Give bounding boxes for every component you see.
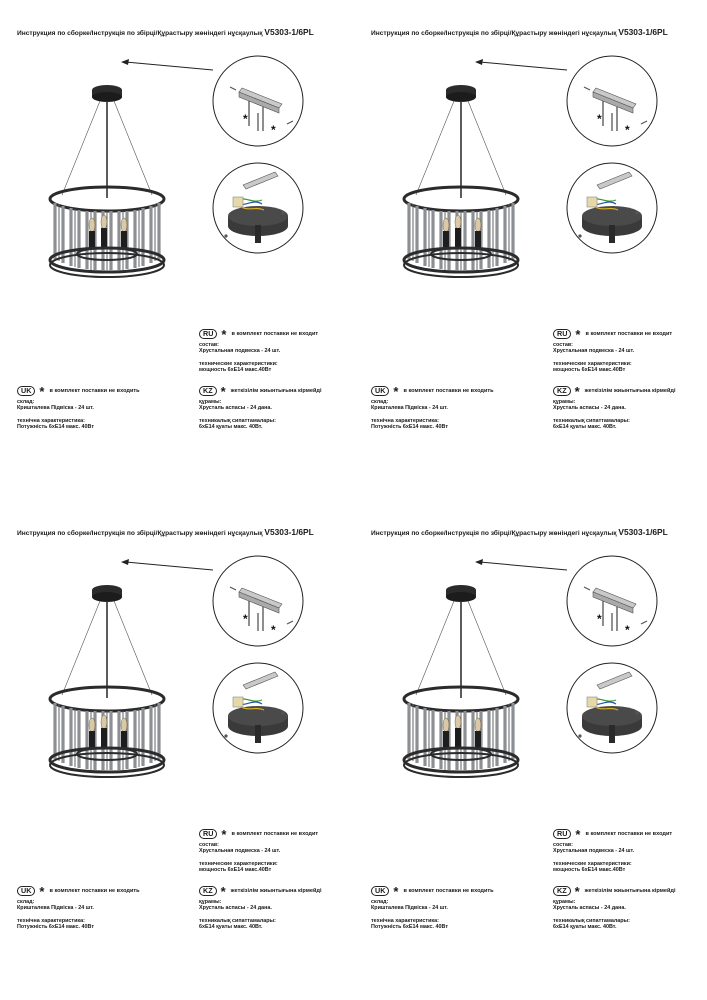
kz-specs-value: 6хЕ14 қуаты макс. 40Вт. [199,423,263,430]
kz-section [199,883,322,930]
kz-section [553,883,676,930]
instruction-panel-bottom-left [0,500,353,1000]
ru-specs-label: технические характеристики: [199,360,278,367]
kz-section [553,383,676,430]
asterisk-icon: * [575,326,581,342]
chandelier-illustration [354,500,707,800]
uk-composition-label: склад: [371,399,389,405]
uk-specs-label: технічна характеристика: [17,417,85,424]
uk-note: в комплект поставки не входить [49,887,140,894]
ru-section [199,826,319,873]
ru-specs-value: мощность 6хЕ14 макс.40Вт [553,866,626,873]
chandelier-illustration [0,0,353,300]
uk-section [371,383,494,430]
asterisk-icon: * [393,383,399,399]
uk-specs-value: Потужність 6хЕ14 макс. 40Вт [371,923,448,930]
kz-composition-label: құрамы: [199,399,222,405]
uk-specs-value: Потужність 6хЕ14 макс. 40Вт [371,423,448,430]
uk-composition-label: склад: [17,899,35,905]
ru-composition-label: состав: [199,342,219,348]
ru-composition-label: состав: [553,342,573,348]
ru-note: в комплект поставки не входит [231,330,319,337]
title-text: Инструкция по сборке/Інструкція по збірці/Құрастыру жөніндегі нұсқаулық [371,530,617,537]
uk-specs-value: Потужність 6хЕ14 макс. 40Вт [17,423,94,430]
asterisk-icon: * [574,883,580,899]
svg-text:*: * [597,112,602,126]
title-text: Инструкция по сборке/Інструкція по збірці/Құрастыру жөніндегі нұсқаулық [17,530,263,537]
uk-badge: UK [371,386,389,396]
uk-badge: UK [17,386,35,396]
asterisk-icon: * [220,383,226,399]
asterisk-icon: * [221,326,227,342]
kz-note: жеткізілім жиынтығына кірмейді [230,387,322,394]
svg-text:*: * [597,612,602,626]
asterisk-icon: * [393,883,399,899]
ru-badge: RU [553,329,571,339]
kz-composition-value: Хрусталь аспасы - 24 дана. [553,405,626,412]
kz-specs-label: техникалық сипаттамалары: [199,917,276,924]
svg-text:*: * [271,123,276,137]
ru-badge: RU [199,329,217,339]
chandelier-illustration [354,0,707,300]
instruction-panel-top-left [0,0,353,500]
kz-note: жеткізілім жиынтығына кірмейді [584,887,676,894]
title-text: Инструкция по сборке/Інструкція по збірці/Құрастыру жөніндегі нұсқаулық [17,30,263,37]
asterisk-icon: * [221,826,227,842]
uk-section [371,883,494,930]
kz-composition-value: Хрусталь аспасы - 24 дана. [553,905,626,912]
ru-composition-value: Хрустальная подвеска - 24 шт. [553,848,635,855]
kz-specs-label: техникалық сипаттамалары: [553,917,630,924]
uk-specs-label: технічна характеристика: [371,417,439,424]
ru-section [553,326,673,373]
model-number: V5303-1/6PL [264,527,314,537]
uk-specs-value: Потужність 6хЕ14 макс. 40Вт [17,923,94,930]
svg-text:*: * [243,612,248,626]
kz-composition-value: Хрусталь аспасы - 24 дана. [199,405,272,412]
uk-composition-value: Кришталева Підвіска - 24 шт. [371,905,448,912]
asterisk-icon: * [575,826,581,842]
ru-specs-value: мощность 6хЕ14 макс.40Вт [199,366,272,373]
uk-specs-label: технічна характеристика: [371,917,439,924]
ru-section [199,326,319,373]
instruction-panel-top-right [354,0,707,500]
kz-badge: KZ [553,886,571,896]
ru-note: в комплект поставки не входит [231,830,319,837]
model-number: V5303-1/6PL [618,27,668,37]
ru-composition-value: Хрустальная подвеска - 24 шт. [553,348,635,355]
asterisk-icon: * [574,383,580,399]
title-text: Инструкция по сборке/Інструкція по збірці/Құрастыру жөніндегі нұсқаулық [371,30,617,37]
kz-specs-label: техникалық сипаттамалары: [553,417,630,424]
kz-specs-label: техникалық сипаттамалары: [199,417,276,424]
uk-composition-label: склад: [17,399,35,405]
kz-section [199,383,322,430]
asterisk-icon: * [220,883,226,899]
ru-section [553,826,673,873]
asterisk-icon: * [39,383,45,399]
kz-composition-label: құрамы: [199,899,222,905]
ru-specs-label: технические характеристики: [199,860,278,867]
svg-text:*: * [625,623,630,637]
uk-composition-label: склад: [371,899,389,905]
uk-badge: UK [371,886,389,896]
kz-composition-label: құрамы: [553,399,576,405]
ru-note: в комплект поставки не входит [585,330,673,337]
ru-composition-label: состав: [199,842,219,848]
model-number: V5303-1/6PL [264,27,314,37]
uk-note: в комплект поставки не входить [403,887,494,894]
ru-composition-value: Хрустальная подвеска - 24 шт. [199,848,281,855]
kz-note: жеткізілім жиынтығына кірмейді [230,887,322,894]
kz-badge: KZ [199,886,217,896]
kz-specs-value: 6хЕ14 қуаты макс. 40Вт. [553,923,617,930]
kz-note: жеткізілім жиынтығына кірмейді [584,387,676,394]
uk-composition-value: Кришталева Підвіска - 24 шт. [17,405,94,412]
uk-note: в комплект поставки не входить [49,387,140,394]
kz-specs-value: 6хЕ14 қуаты макс. 40Вт. [199,923,263,930]
uk-badge: UK [17,886,35,896]
ru-specs-label: технические характеристики: [553,860,632,867]
ru-badge: RU [199,829,217,839]
ru-specs-value: мощность 6хЕ14 макс.40Вт [199,866,272,873]
kz-badge: KZ [199,386,217,396]
ru-composition-value: Хрустальная подвеска - 24 шт. [199,348,281,355]
ru-specs-label: технические характеристики: [553,360,632,367]
kz-badge: KZ [553,386,571,396]
svg-text:*: * [243,112,248,126]
uk-composition-value: Кришталева Підвіска - 24 шт. [371,405,448,412]
svg-text:*: * [271,623,276,637]
uk-composition-value: Кришталева Підвіска - 24 шт. [17,905,94,912]
ru-composition-label: состав: [553,842,573,848]
model-number: V5303-1/6PL [618,527,668,537]
kz-composition-label: құрамы: [553,899,576,905]
asterisk-icon: * [39,883,45,899]
kz-composition-value: Хрусталь аспасы - 24 дана. [199,905,272,912]
uk-specs-label: технічна характеристика: [17,917,85,924]
chandelier-illustration [0,500,353,800]
ru-note: в комплект поставки не входит [585,830,673,837]
uk-section [17,883,140,930]
uk-section [17,383,140,430]
svg-text:*: * [625,123,630,137]
kz-specs-value: 6хЕ14 қуаты макс. 40Вт. [553,423,617,430]
ru-badge: RU [553,829,571,839]
ru-specs-value: мощность 6хЕ14 макс.40Вт [553,366,626,373]
uk-note: в комплект поставки не входить [403,387,494,394]
instruction-panel-bottom-right [354,500,707,1000]
